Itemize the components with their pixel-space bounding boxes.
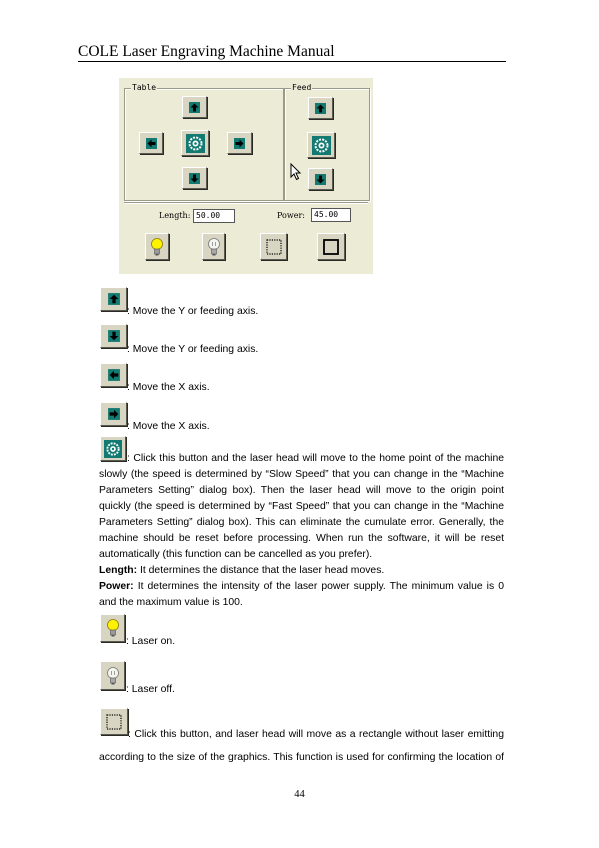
- bulb-on-icon: [150, 237, 164, 257]
- home-gear-icon: [187, 135, 204, 152]
- home-gear-icon: [313, 137, 330, 154]
- feed-down-button[interactable]: [308, 168, 333, 190]
- power-definition: [99, 580, 504, 593]
- arrow-right-icon: [107, 407, 121, 421]
- laser-off-button[interactable]: [202, 233, 225, 260]
- arrow-up-icon: [188, 101, 201, 114]
- bulb-off-icon: [106, 666, 120, 686]
- length-def-text: It determines the distance that the laser head moves.: [137, 565, 385, 576]
- arrow-left-icon: [145, 137, 158, 150]
- power-def-text: It determines the intensity of the laser power supply. The minimum value is 0: [133, 581, 504, 592]
- laser-off-desc: : Laser off.: [126, 684, 175, 695]
- up-icon-example: [100, 287, 127, 311]
- table-down-button[interactable]: [182, 167, 207, 189]
- page-header: COLE Laser Engraving Machine Manual: [78, 43, 335, 60]
- table-left-button[interactable]: [139, 132, 163, 154]
- table-home-button[interactable]: [181, 130, 209, 156]
- table-right-button[interactable]: [227, 132, 252, 154]
- power-def-line-2: and the maximum value is 100.: [99, 597, 243, 608]
- right-desc: : Move the X axis.: [127, 421, 210, 432]
- frame-solid-button[interactable]: [317, 233, 345, 260]
- feed-up-button[interactable]: [308, 97, 333, 119]
- arrow-left-icon: [107, 368, 121, 382]
- down-desc: : Move the Y or feeding axis.: [127, 344, 259, 355]
- home-desc-line-7: automatically (this function can be cancelled as you prefer).: [99, 549, 373, 560]
- home-desc-line-2: slowly (the speed is determined by “Slow Speed” that you can change in the “Machine: [99, 469, 504, 480]
- frame-dotted-icon: [265, 238, 283, 256]
- up-desc: : Move the Y or feeding axis.: [127, 306, 259, 317]
- arrow-down-icon: [107, 329, 121, 343]
- home-desc-line-3: Parameters Setting” dialog box). Then the laser head will move to the origin point: [99, 485, 504, 496]
- home-gear-icon: [105, 441, 121, 457]
- mouse-cursor-icon: [290, 163, 302, 181]
- laser-on-icon-example: [100, 614, 125, 642]
- frame-icon-example: [100, 708, 128, 735]
- power-input[interactable]: 45.00: [311, 208, 351, 222]
- table-up-button[interactable]: [182, 96, 207, 118]
- bulb-on-icon: [106, 618, 120, 638]
- table-group-title: Table: [132, 83, 157, 92]
- down-icon-example: [100, 324, 127, 348]
- separator: [124, 202, 368, 204]
- laser-off-icon-example: [100, 661, 125, 690]
- control-panel: [119, 78, 373, 274]
- frame-solid-icon: [322, 238, 340, 256]
- frame-desc-line-1: : Click this button, and laser head will move as a rectangle without laser emitting: [128, 729, 504, 740]
- laser-on-desc: : Laser on.: [126, 636, 176, 647]
- length-label: Length:: [159, 211, 191, 220]
- home-desc-line-5: Parameters Setting” dialog box). This can eliminate the cumulate error. Generally, the: [99, 517, 504, 528]
- power-term: Power:: [99, 581, 134, 592]
- laser-on-button[interactable]: [145, 233, 169, 260]
- home-icon-example: [100, 436, 126, 461]
- arrow-up-icon: [314, 102, 327, 115]
- power-label: Power:: [277, 211, 305, 220]
- home-desc-line-4: quickly (the speed is determined by “Fast Speed” that you can change in the “Machine: [99, 501, 504, 512]
- frame-desc-line-2: according to the size of the graphics. This function is used for confirming the location of: [99, 752, 504, 763]
- page-number: 44: [294, 789, 305, 800]
- length-input[interactable]: 50.00: [193, 209, 235, 223]
- arrow-up-icon: [107, 292, 121, 306]
- feed-group-title: Feed: [292, 83, 312, 92]
- left-icon-example: [100, 363, 127, 387]
- feed-home-button[interactable]: [307, 132, 335, 158]
- bulb-off-icon: [207, 237, 221, 257]
- frame-dotted-button[interactable]: [260, 233, 287, 260]
- frame-dotted-icon: [105, 713, 123, 731]
- left-desc: : Move the X axis.: [127, 382, 210, 393]
- home-desc-line-6: machine should be reset before processing. When run the software, it will be reset: [99, 533, 504, 544]
- right-icon-example: [100, 402, 127, 426]
- arrow-down-icon: [314, 173, 327, 186]
- length-term: Length:: [99, 565, 138, 576]
- length-definition: [99, 564, 384, 577]
- arrow-down-icon: [188, 172, 201, 185]
- header-rule: [78, 61, 506, 62]
- arrow-right-icon: [233, 137, 246, 150]
- home-desc-line-1: : Click this button and the laser head will move to the home point of the machine: [127, 453, 504, 464]
